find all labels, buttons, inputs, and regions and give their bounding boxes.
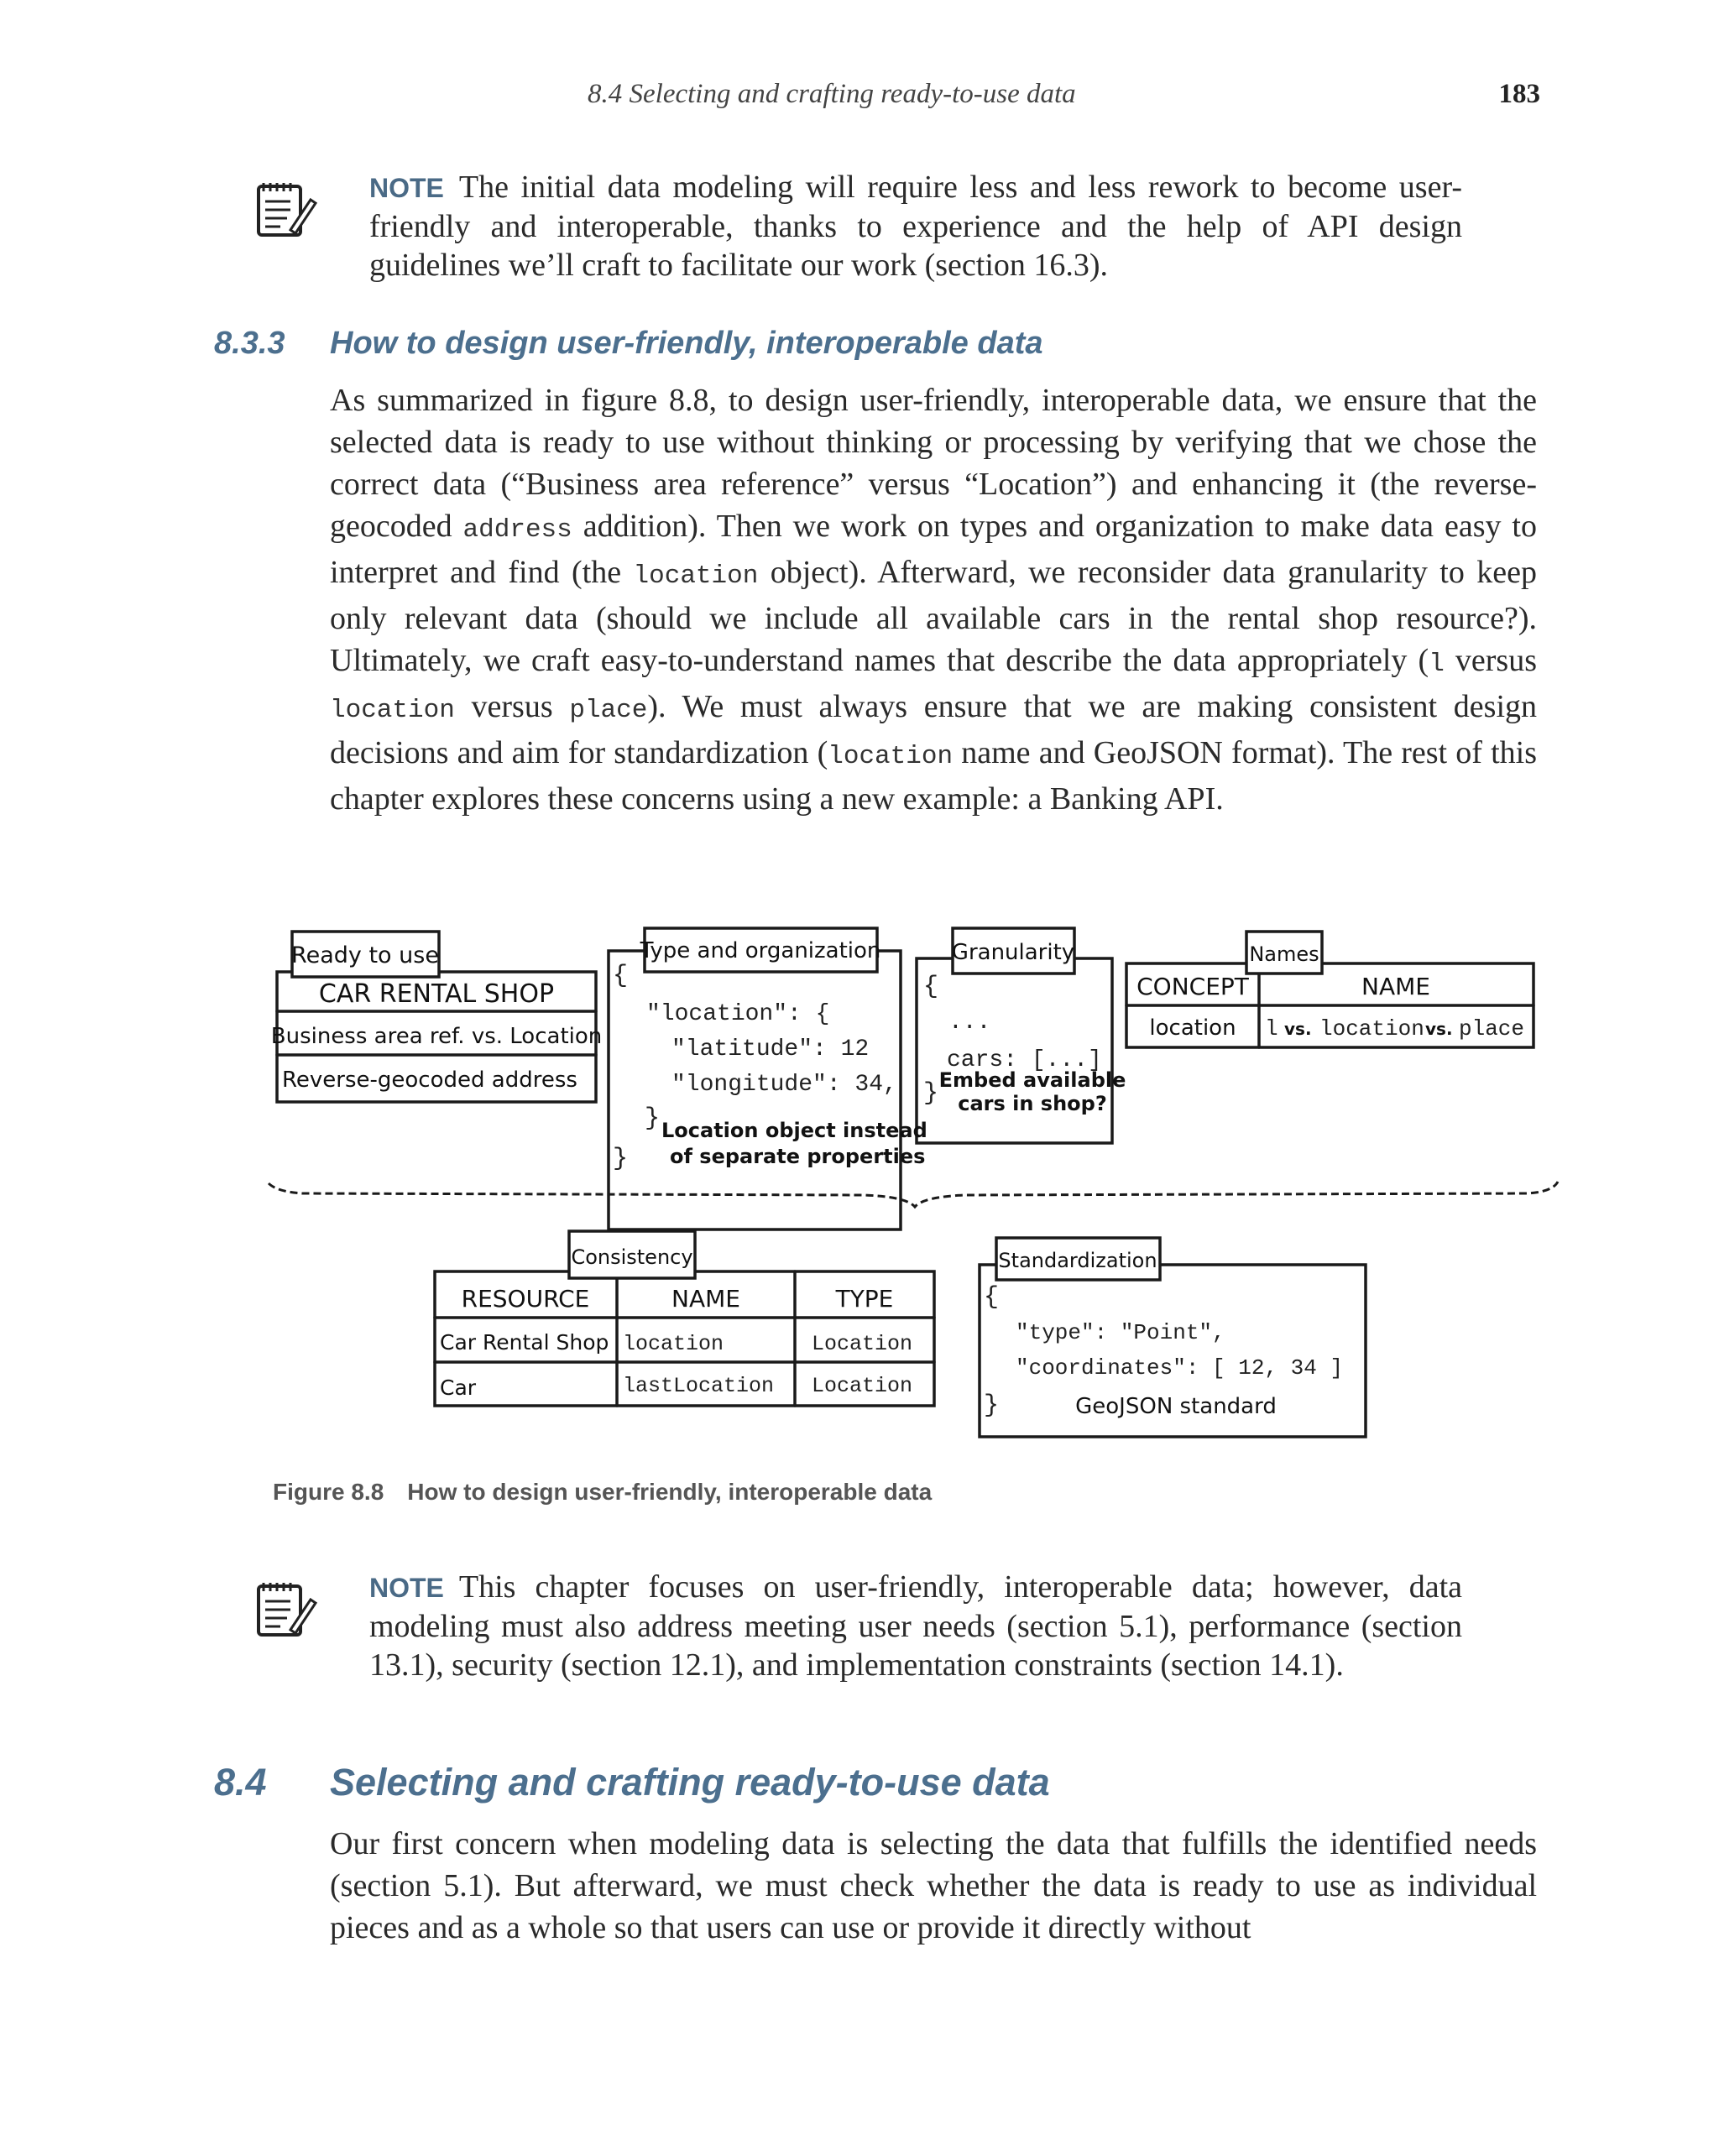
inline-code: location <box>633 561 759 591</box>
granularity-cars: cars: [...] <box>947 1047 1102 1073</box>
text-run: addition). Then we work on types and organization to make data easy to interpret and find (the <box>330 509 1537 590</box>
note-2-body <box>369 1568 1462 1684</box>
names-vs-1: vs. <box>1284 1019 1312 1039</box>
figure-caption-label: Figure 8.8 <box>273 1479 384 1505</box>
inline-code: place <box>569 696 648 725</box>
consistency-r2-type: Location <box>812 1374 913 1398</box>
note-1-body <box>369 168 1462 285</box>
consistency-r1-resource: Car Rental Shop <box>440 1330 609 1355</box>
names-value-place: place <box>1459 1016 1525 1041</box>
type-outer-close: } <box>613 1145 629 1173</box>
inline-code: address <box>462 515 572 545</box>
granularity-tab-label: Granularity <box>951 940 1075 965</box>
section-number: 8.3.3 <box>214 326 285 361</box>
text-run: As summarized in figure 8.8, to design user-friendly, interoperable data, we ensure that the selected data is ready to use without thinking or processing by verifying that we chose the correct data (“Business area reference” versus “Location”) and enhancing it (the reverse-geocoded <box>330 383 1537 544</box>
inline-code: location <box>828 742 954 771</box>
figure-caption-text: How to design user-friendly, interoperable data <box>407 1479 933 1505</box>
notepad-icon <box>252 175 319 242</box>
inline-code: location <box>330 696 455 725</box>
names-col-name: NAME <box>1361 973 1430 1000</box>
type-inner-close: } <box>645 1104 661 1133</box>
text-run: object). Afterward, we reconsider data granularity to keep only relevant data (should we include all available cars in the rental shop resource?). Ultimately, we craft easy-to-understand names that describe the data appropriately ( <box>330 555 1538 678</box>
section-title: How to design user-friendly, interoperable data <box>330 326 1043 361</box>
type-annotation-1: Location object instead <box>661 1119 927 1142</box>
note-1-text: The initial data modeling will require less and less rework to become user-friendly and interoperable, thanks to experience and the help of API design guidelines we’ll craft to facilitate our work (section 16.3). <box>369 170 1462 283</box>
consistency-col-type: TYPE <box>835 1285 894 1313</box>
consistency-r2-resource: Car <box>440 1376 477 1400</box>
figure-diagram <box>252 898 1561 1469</box>
granularity-ellipsis: ... <box>948 1010 991 1036</box>
notepad-icon <box>252 1574 319 1642</box>
type-line-2: "latitude": 12 <box>671 1036 870 1062</box>
running-title: 8.4 Selecting and crafting ready-to-use data <box>588 79 1076 109</box>
standardization-close-brace: } <box>984 1391 1000 1420</box>
granularity-close-brace: } <box>923 1079 939 1108</box>
type-line-3: "longitude": 34, <box>671 1072 897 1098</box>
consistency-tab-label: Consistency <box>571 1245 693 1269</box>
text-run: versus <box>454 689 570 724</box>
standardization-annotation: GeoJSON standard <box>1075 1394 1277 1419</box>
ready-row-2: Reverse-geocoded address <box>282 1068 577 1093</box>
type-tab-label: Type and organization <box>640 938 881 963</box>
note-label: NOTE <box>369 1573 444 1603</box>
names-concept-value: location <box>1149 1015 1236 1041</box>
section-heading-8-3-3 <box>214 326 1221 368</box>
note-label: NOTE <box>369 173 444 203</box>
running-header <box>0 79 1719 121</box>
names-vs-2: vs. <box>1425 1019 1453 1039</box>
consistency-col-resource: RESOURCE <box>461 1285 590 1313</box>
ready-tab-label: Ready to use <box>291 942 439 968</box>
granularity-annotation-1: Embed available <box>938 1068 1126 1092</box>
granularity-annotation-2: cars in shop? <box>958 1092 1107 1115</box>
consistency-r1-name: location <box>623 1332 724 1356</box>
figure-caption <box>273 1479 932 1506</box>
text-run: name and GeoJSON format). The rest of this chapter explores these concerns using a new example: a Banking API. <box>330 735 1538 817</box>
figure-8-8 <box>252 898 1561 1469</box>
names-value-l: l <box>1265 1016 1278 1041</box>
standardization-open-brace: { <box>984 1283 1000 1312</box>
paragraph-2: Our first concern when modeling data is selecting the data that fulfills the identified needs (section 5.1). But afterward, we must check whether the data is ready to use as individual pieces and as a whole so that users can use or provide it directly without <box>330 1826 1537 1945</box>
granularity-open-brace: { <box>923 973 939 1001</box>
consistency-col-name: NAME <box>671 1285 740 1313</box>
page-number: 183 <box>1498 79 1540 109</box>
standardization-line-2: "coordinates": [ 12, 34 ] <box>1016 1355 1344 1381</box>
type-line-1: "location": { <box>646 1001 830 1027</box>
type-open-brace: { <box>613 962 629 990</box>
ready-row-1: Business area ref. vs. Location <box>270 1024 603 1049</box>
consistency-r2-name: lastLocation <box>623 1374 775 1398</box>
note-2-text: This chapter focuses on user-friendly, interoperable data; however, data modeling must also address meeting user needs (section 5.1), performance (section 13.1), security (section 12.1), and implementation constraints (section 14.1). <box>369 1569 1462 1683</box>
names-tab-label: Names <box>1249 942 1319 966</box>
paragraph-1 <box>330 379 1537 820</box>
grouping-brace <box>269 1182 1558 1207</box>
note-2 <box>252 1568 1469 1736</box>
text-run: ). We must always ensure that we are making consistent design decisions and aim for standardization ( <box>330 689 1537 770</box>
names-col-concept: CONCEPT <box>1136 973 1249 1000</box>
consistency-r1-type: Location <box>812 1332 913 1356</box>
section-number: 8.4 <box>214 1761 267 1804</box>
note-1 <box>252 168 1469 294</box>
names-value-location: location <box>1319 1016 1424 1041</box>
type-annotation-2: of separate properties <box>670 1145 926 1168</box>
standardization-line-1: "type": "Point", <box>1016 1320 1225 1345</box>
standardization-tab-label: Standardization <box>998 1249 1157 1272</box>
ready-header: CAR RENTAL SHOP <box>318 979 555 1009</box>
section-title: Selecting and crafting ready-to-use data <box>330 1761 1050 1804</box>
inline-code: l <box>1429 650 1445 679</box>
text-run: versus <box>1444 643 1537 678</box>
section-heading-8-4 <box>214 1761 1221 1811</box>
